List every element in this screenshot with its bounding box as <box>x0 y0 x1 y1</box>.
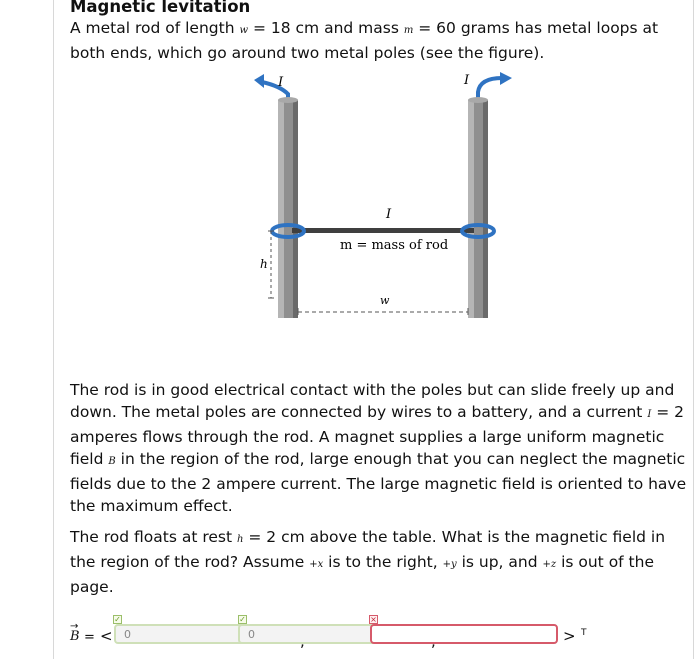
rod-mass-label: m = mass of rod <box>340 238 449 253</box>
bx-input[interactable]: 0 <box>114 624 298 644</box>
error-icon: × <box>370 615 377 624</box>
levitation-figure <box>260 72 570 322</box>
intro-text-2: = 18 cm and mass <box>248 19 404 37</box>
intro-text-3: = 60 grams has metal loops at both ends, which go around two metal poles (see the figure). <box>70 19 659 62</box>
by-input[interactable]: 0 <box>238 624 428 644</box>
vector-close-bracket: > <box>563 627 576 645</box>
problem-intro <box>70 17 690 64</box>
var-w: w <box>239 25 249 36</box>
answer-row <box>70 612 670 652</box>
panel-left-border <box>53 0 54 659</box>
width-dimension <box>298 308 468 315</box>
var-y: +y <box>442 559 457 570</box>
var-m: m <box>403 25 414 36</box>
var-z: +z <box>542 559 557 570</box>
vector-arrow-icon: → <box>70 621 79 632</box>
height-label: h <box>260 257 268 271</box>
var-B: B <box>108 456 116 467</box>
metal-rod <box>272 225 494 237</box>
problem-question: The rod floats at rest h = 2 cm above the table. What is the magnetic field in the region of the rod? Assume +x is to the right, +y is up, and +z is out of the page. <box>70 528 666 596</box>
vector-label: B <box>70 629 80 644</box>
current-label-left: I <box>278 75 284 90</box>
right-pole <box>468 97 488 318</box>
left-pole <box>278 97 298 318</box>
width-label: w <box>380 294 390 307</box>
vector-open-bracket: < <box>100 627 113 645</box>
var-x: +x <box>309 559 324 570</box>
check-icon: ✓ <box>239 615 246 624</box>
intro-text-1: A metal rod of length <box>70 19 240 37</box>
bz-input[interactable] <box>370 624 558 644</box>
problem-paragraph-2: The rod is in good electrical contact with the poles but can slide freely up and down. The metal poles are connected by wires to a battery, and a current I = 2 amperes flows through the rod. A magnet supplies a large uniform magnetic field B in the region of the rod, large enough that you can neglect the magnetic fields due to the 2 ampere current. The large magnetic field is oriented to have the maximum effect. <box>70 381 687 515</box>
var-h: h <box>237 534 244 545</box>
height-dimension <box>268 231 274 298</box>
equals-sign: = <box>84 630 95 645</box>
current-label-right: I <box>464 73 470 88</box>
check-icon: ✓ <box>114 615 121 624</box>
problem-title: Magnetic levitation <box>70 0 251 16</box>
right-current-arrow-icon <box>478 72 512 100</box>
var-I: I <box>647 409 652 420</box>
panel-right-border <box>693 0 694 659</box>
unit-label: T <box>581 628 587 638</box>
current-label-rod: I <box>386 207 392 222</box>
